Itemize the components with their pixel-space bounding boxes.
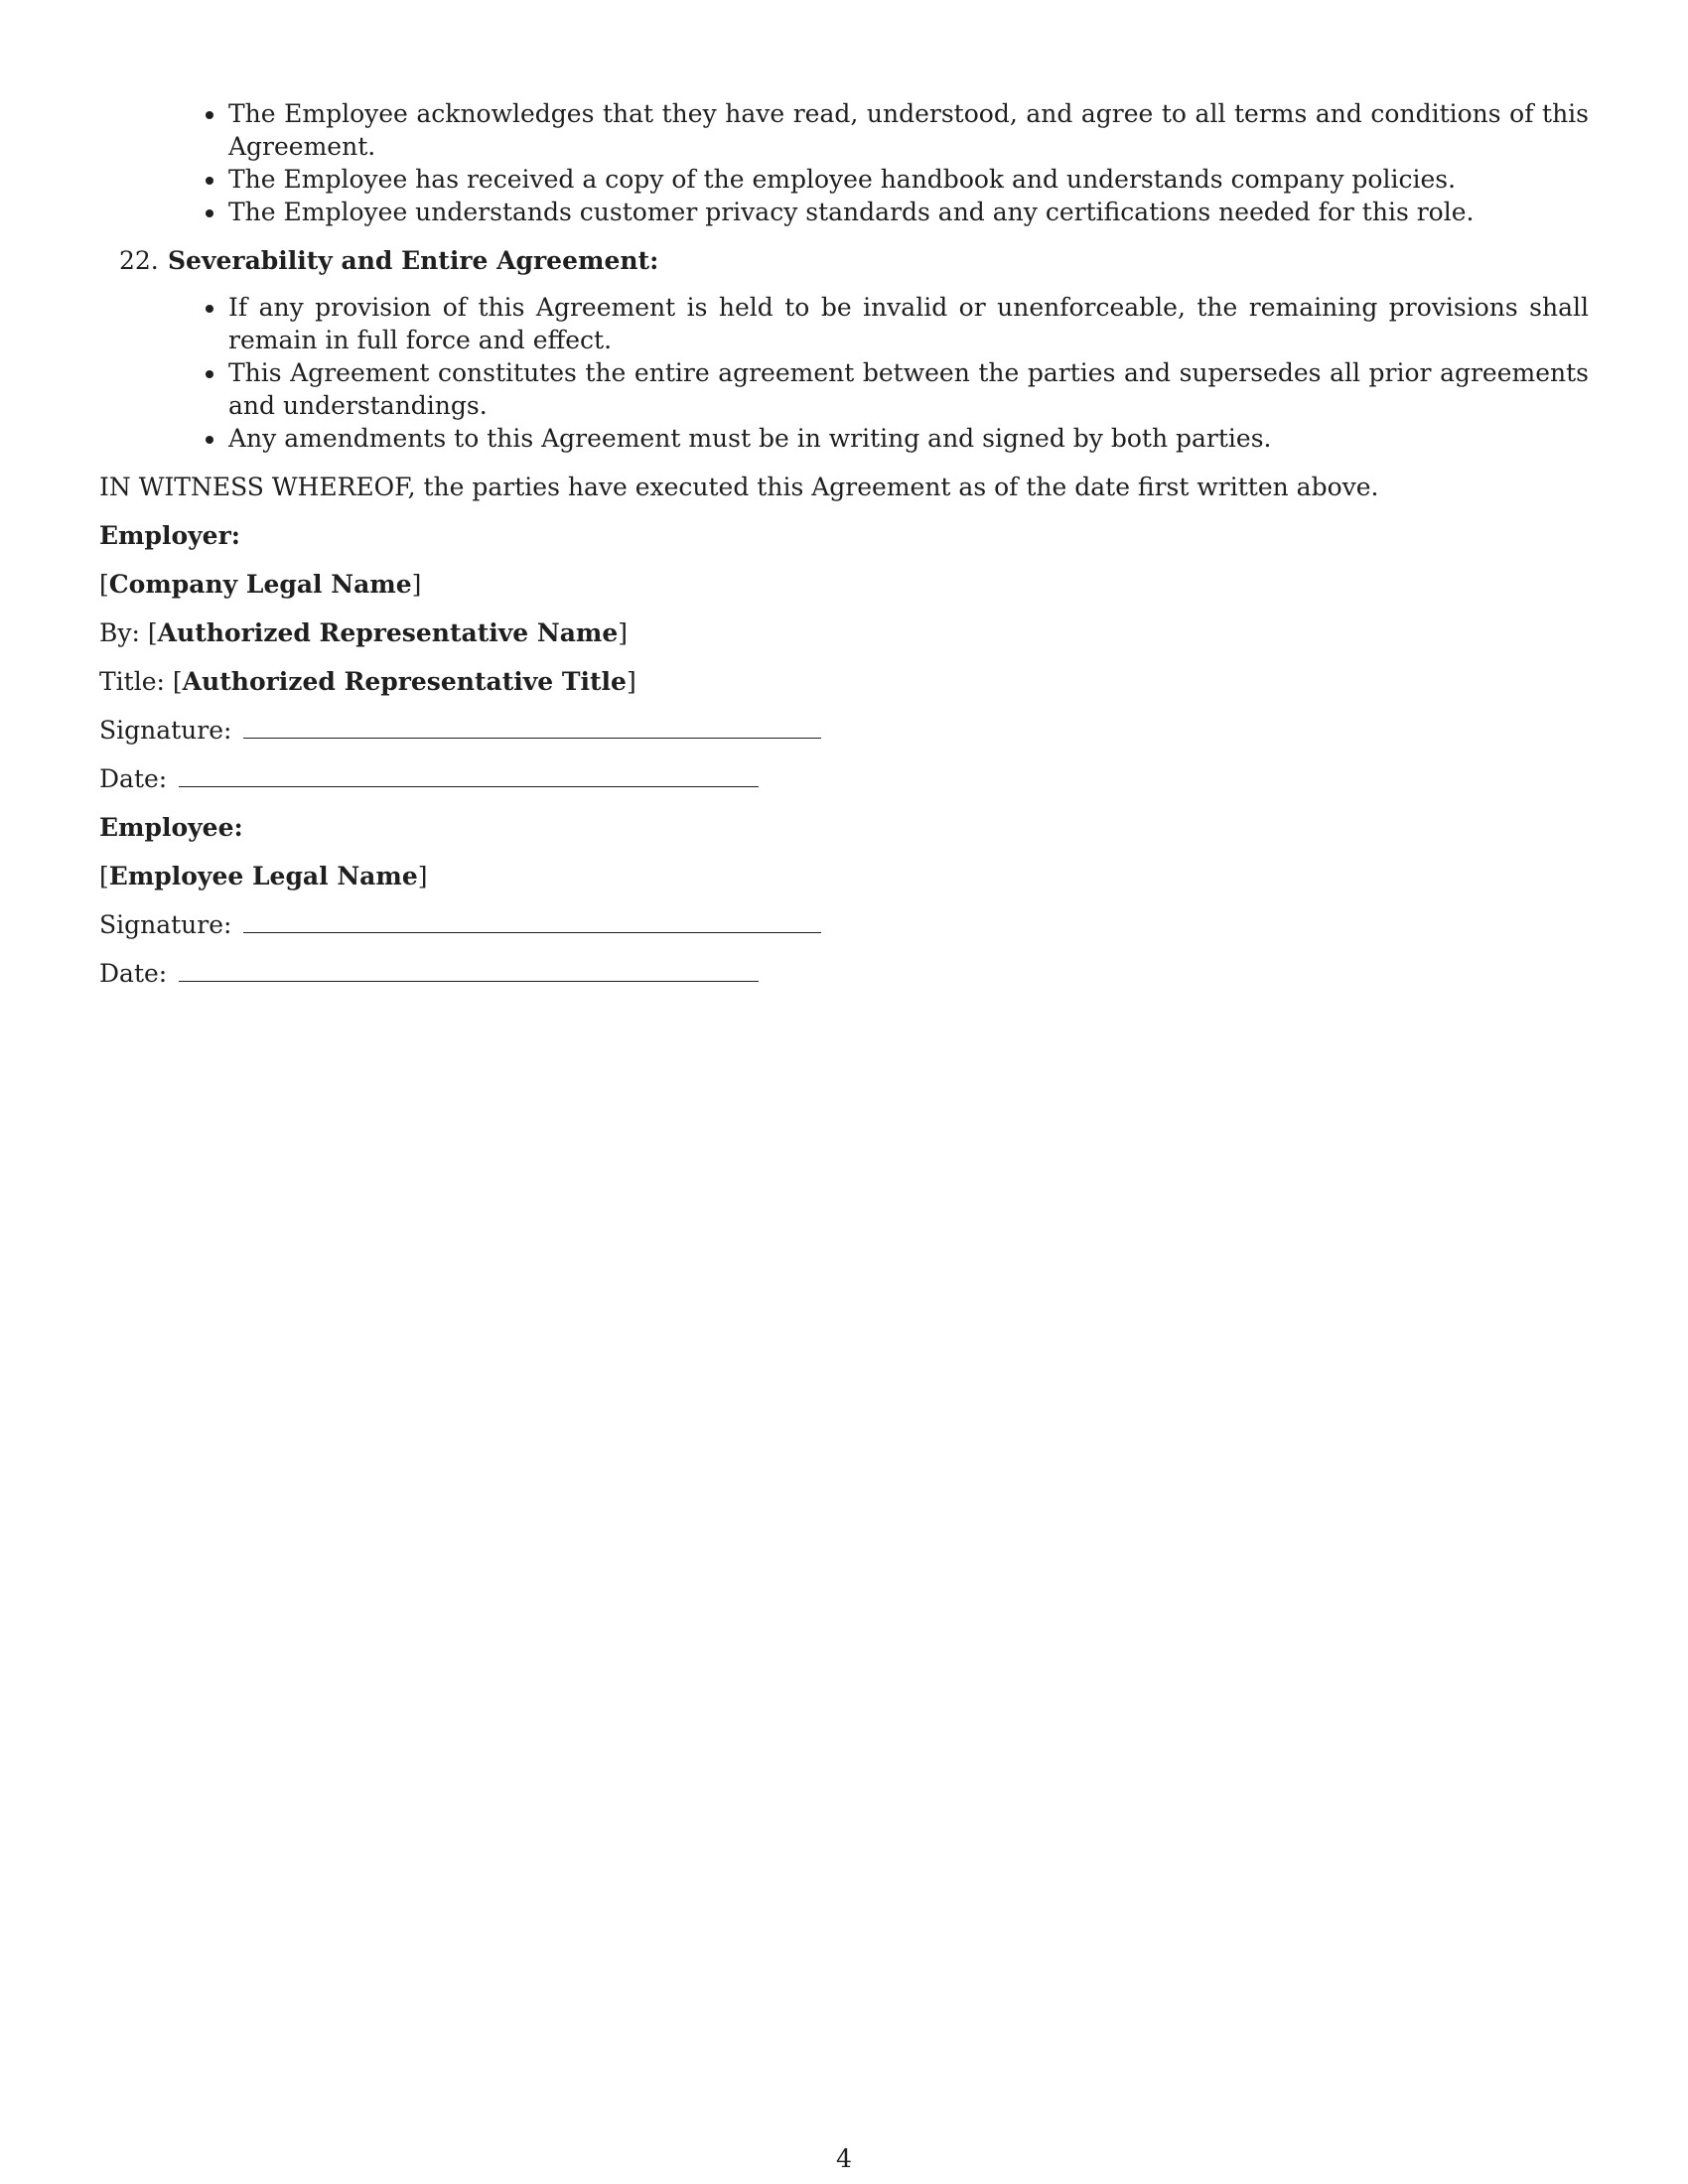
list-item: If any provision of this Agreement is held to be invalid or unenforceable, the remaining provisions shall remain in full force and effect.: [228, 293, 1589, 354]
employer-date-row: [99, 762, 1589, 795]
employee-signature-row: [99, 908, 1589, 941]
employee-date-line: [179, 959, 759, 982]
employee-signature-line: [243, 910, 821, 933]
signature-label: Signature:: [99, 716, 232, 745]
page-number: 4: [836, 2144, 852, 2173]
section-title: Severability and Entire Agreement:: [168, 246, 659, 275]
section-22-bullet-list: [99, 291, 1589, 455]
employer-company-name: [Company Legal Name]: [99, 570, 422, 599]
date-label: Date:: [99, 959, 168, 988]
employer-date-line: [179, 764, 759, 787]
list-item: The Employee understands customer privacy standards and any certifications needed for this role.: [228, 196, 1589, 228]
list-item: The Employee has received a copy of the employee handbook and understands company policies.: [228, 163, 1589, 196]
employee-legal-name: [Employee Legal Name]: [99, 862, 428, 890]
employee-heading: Employee:: [99, 813, 243, 842]
list-item: This Agreement constitutes the entire agreement between the parties and supersedes all prior agreements and understandings.: [228, 358, 1589, 420]
employer-signature-row: [99, 714, 1589, 747]
employee-date-row: [99, 957, 1589, 990]
section-21-bullet-list: [99, 97, 1589, 228]
section-number: 22.: [119, 246, 159, 275]
date-label: Date:: [99, 764, 168, 793]
employer-signature-line: [243, 716, 821, 739]
page-content: [99, 97, 1589, 990]
employee-name-placeholder: Employee Legal Name: [108, 862, 418, 890]
title-label: Title:: [99, 667, 165, 696]
list-item: The Employee acknowledges that they have read, understood, and agree to all terms and conditions of this Agreement.: [228, 99, 1589, 161]
signature-label: Signature:: [99, 910, 232, 939]
rep-title-placeholder: Authorized Representative Title: [182, 667, 627, 696]
by-label: By:: [99, 618, 140, 647]
section-22-heading: [99, 244, 1589, 277]
employer-by-line: By: [Authorized Representative Name]: [99, 618, 629, 647]
witness-statement: IN WITNESS WHEREOF, the parties have executed this Agreement as of the date first written above.: [99, 473, 1379, 501]
employer-title-line: Title: [Authorized Representative Title]: [99, 667, 636, 696]
employer-heading: Employer:: [99, 521, 240, 550]
list-item: Any amendments to this Agreement must be in writing and signed by both parties.: [228, 422, 1589, 455]
company-name-placeholder: Company Legal Name: [108, 570, 412, 599]
rep-name-placeholder: Authorized Representative Name: [157, 618, 619, 647]
